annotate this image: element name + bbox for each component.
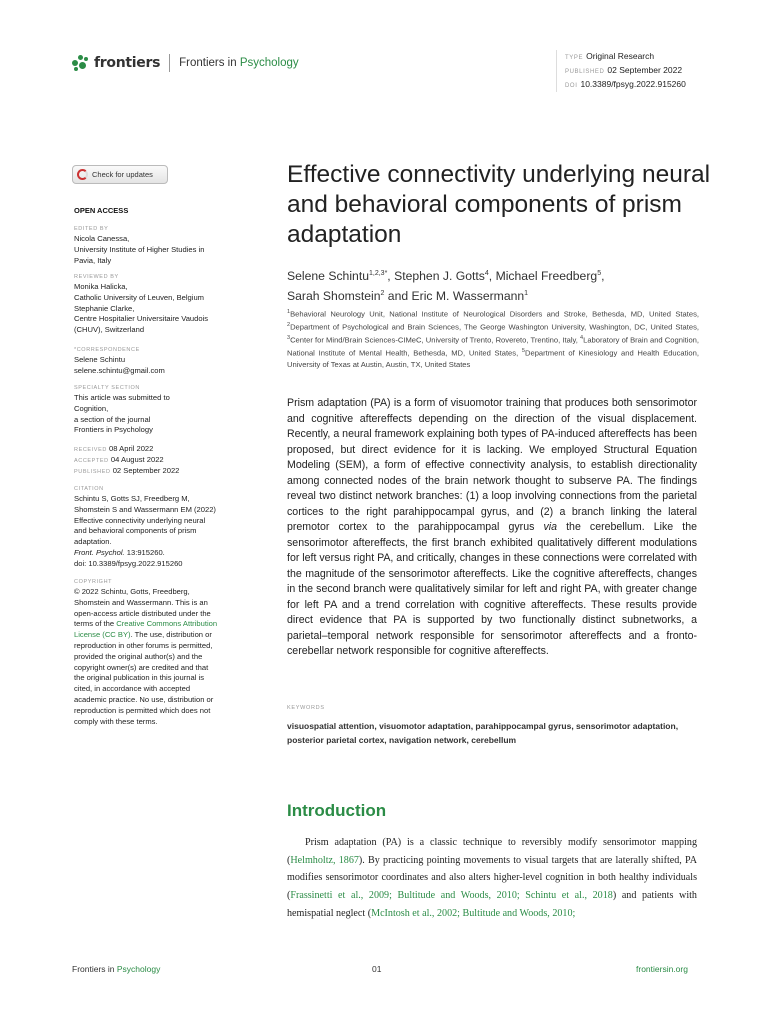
author-name[interactable]: Stephen J. Gotts xyxy=(394,269,485,284)
citation-link[interactable]: Frassinetti et al., 2009; Bultitude and Woods, 2010; Schintu et al., 2018 xyxy=(290,890,613,902)
author-list: Selene Schintu$^{1,2,3*}$, Stephen J. Gotts$^4$, Michael Freedberg$^5$, Sarah Shomstein$^2$ and Eric M. Wassermann$^1$ xyxy=(287,269,605,304)
frontiers-logo[interactable] xyxy=(72,54,299,72)
logo-text: frontiers xyxy=(94,55,161,71)
citation-link[interactable]: McIntosh et al., 2002; Bultitude and Woods, 2010; xyxy=(371,907,576,919)
refresh-icon xyxy=(77,169,88,180)
author-name[interactable]: Sarah Shomstein xyxy=(287,289,381,304)
open-access-label: OPEN ACCESS xyxy=(74,206,129,215)
check-updates-label: Check for updates xyxy=(92,170,153,179)
footer-journal[interactable]: Frontiers in Psychology xyxy=(72,964,161,974)
article-published: PUBLISHED 02 September 2022 xyxy=(565,65,683,75)
keywords-label: KEYWORDS xyxy=(287,705,325,711)
author-name[interactable]: Eric M. Wassermann xyxy=(411,289,525,304)
page-number: 01 xyxy=(372,964,382,974)
correspondence-section: *CORRESPONDENCE Selene Schintu selene.schintu@gmail.com xyxy=(74,346,244,377)
article-title: Effective connectivity underlying neural and behavioral components of prism adaptation xyxy=(287,161,711,248)
abstract: Prism adaptation (PA) is a form of visuomotor training that produces both sensorimotor and cognitive aftereffects depending on the direction of the visual displacement. Recently, a neural framework explaining both types of PA-induced aftereffects has been proposed, but direct evidence for it is lacking. We employed Structural Equation Modeling (SEM), a form of effective connectivity analysis, to establish directionality among connected nodes of the brain network thought to subserve PA. The findings reveal two distinct network branches: (1) a loop involving connections from the parietal cortices to the right parahippocampal gyrus, and (2) a branch linking the lateral premotor cortex to the parahippocampal gyrus via the cerebellum. Like the sensorimotor aftereffects, the first branch exhibited qualitatively different modulations for left versus right PA, and critically, changes in these connections were correlated with the magnitude of the sensorimotor aftereffects. Like the cognitive aftereffects, changes in the second branch were qualitatively similar for left and right PA, with greater change for left PA and a trend correlation with cognitive aftereffects. These results provide direct evidence that PA is supported by two functionally distinct subnetworks, a parietal–temporal network responsible for sensorimotor aftereffects and a fronto-cerebellar network responsible for cognitive aftereffects. xyxy=(287,397,698,657)
logo-divider xyxy=(169,54,170,72)
reviewed-by-section: REVIEWED BY Monika Halicka, Catholic University of Leuven, Belgium Stephanie Clarke, Centre Hospitalier Universitaire Vaudois (CHUV), Switzerland xyxy=(74,274,209,335)
affiliations: $^1$Behavioral Neurology Unit, National Institute of Neurological Disorders and Stroke, Bethesda, MD, United States, $^2$Department of Psychological and Brain Sciences, The George Washington University, Washington, DC, United States, $^3$Center for Mind/Brain Sciences-CIMeC, University of Trento, Rovereto, Trentino, Italy, $^4$Laboratory of Brain and Cognition, National Institute of Mental Health, Bethesda, MD, United States, $^5$Department of Kinesiology and Health Education, University of Texas at Austin, Austin, TX, United States xyxy=(287,309,699,370)
edited-by-section: EDITED BY Nicola Canessa, University Institute of Higher Studies in Pavia, Italy xyxy=(74,226,205,265)
article-meta xyxy=(556,50,686,92)
journal-name[interactable]: Frontiers in Psychology xyxy=(179,57,299,69)
cc-license-link-2[interactable]: License (CC BY) xyxy=(74,630,131,640)
citation-section: CITATION Schintu S, Gotts SJ, Freedberg M, Shomstein S and Wassermann EM (2022) Effective connectivity underlying neural and behavioral components of prism adaptation. Front. Psychol. 13:915260. doi: 10.3389/fpsyg.2022.915260 xyxy=(74,485,244,570)
keywords: visuospatial attention, visuomotor adaptation, parahippocampal gyrus, sensorimotor adaptation, posterior parietal cortex, navigation network, cerebellum xyxy=(287,721,679,745)
dates-section: RECEIVED 08 April 2022 ACCEPTED 04 August 2022 PUBLISHED 02 September 2022 xyxy=(74,444,180,475)
citation-link[interactable]: Helmholtz, 1867 xyxy=(290,854,359,866)
correspondence-email[interactable]: selene.schintu@gmail.com xyxy=(74,365,165,375)
introduction-heading: Introduction xyxy=(287,801,387,820)
introduction-paragraph: Prism adaptation (PA) is a classic technique to reversibly modify sensorimotor mapping (Helmholtz, 1867). By practicing pointing movements to visual targets that are laterally shifted, PA modifies sensorimotor coordinates and also alters higher-level cognition in both healthy individuals (Frassinetti et al., 2009; Bultitude and Woods, 2010; Schintu et al., 2018) and patients with hemispatial neglect (McIntosh et al., 2002; Bultitude and Woods, 2010; xyxy=(287,837,697,919)
frontiers-logo-icon xyxy=(72,54,90,72)
author-name[interactable]: Selene Schintu xyxy=(287,269,369,284)
specialty-section: SPECIALTY SECTION This article was submitted to Cognition, a section of the journal Frontiers in Psychology xyxy=(74,385,170,435)
article-type: TYPE Original Research xyxy=(565,51,655,61)
cc-license-link[interactable]: Creative Commons Attribution xyxy=(116,619,218,629)
article-doi[interactable]: DOI 10.3389/fpsyg.2022.915260 xyxy=(565,79,686,89)
check-updates-button[interactable] xyxy=(72,165,168,184)
citation-doi[interactable]: doi: 10.3389/fpsyg.2022.915260 xyxy=(74,558,183,568)
copyright-section: COPYRIGHT © 2022 Schintu, Gotts, Freedberg, Shomstein and Wassermann. This is an open-access article distributed under the terms of the Creative Commons Attribution License (CC BY). The use, distribution or reproduction in other forums is permitted, provided the original author(s) and the copyright owner(s) are credited and that the original publication in this journal is cited, in accordance with accepted academic practice. No use, distribution or reproduction is permitted which does not comply with these terms. xyxy=(74,579,218,726)
footer-site-link[interactable]: frontiersin.org xyxy=(636,964,688,974)
author-name[interactable]: Michael Freedberg xyxy=(495,269,598,284)
